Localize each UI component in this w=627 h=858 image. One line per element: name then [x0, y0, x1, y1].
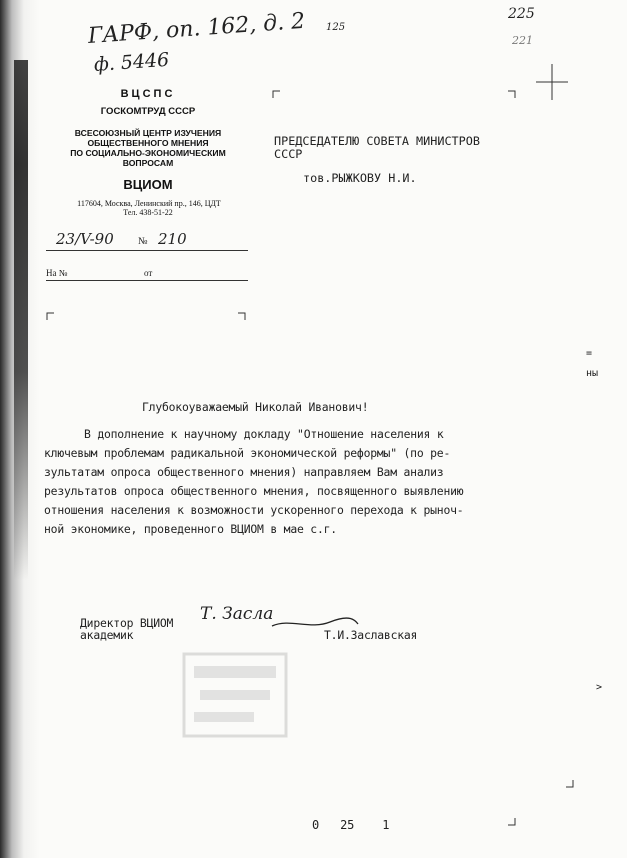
corner-mark-page-br-2 — [508, 818, 516, 826]
letter-line-4: результатов опроса общественного мнения, посвященного выявлению — [44, 484, 464, 498]
signer-name: Т.И.Заславская — [324, 628, 418, 642]
addressee-line3: тов.РЫЖКОВУ Н.И. — [303, 171, 417, 185]
addressee-line1: ПРЕДСЕДАТЕЛЮ СОВЕТА МИНИСТРОВ — [274, 134, 480, 148]
reg-number: 210 — [158, 230, 187, 248]
center-name-2: ОБЩЕСТВЕННОГО МНЕНИЯ — [87, 138, 209, 148]
signer-title-2: академик — [80, 628, 134, 642]
archive-note-extra: 125 — [326, 22, 346, 33]
letter-line-2: ключевым проблемам радикальной экономической реформы" (по ре- — [44, 446, 451, 460]
margin-mark-3: > — [596, 682, 603, 693]
letter-line-3: зультатам опроса общественного мнения) направляем Вам анализ — [44, 465, 444, 479]
handwritten-signature: Т. Засла — [200, 604, 360, 634]
corner-mark-br — [238, 312, 246, 320]
address: 117604, Москва, Ленинский пр., 146, ЦДТ — [77, 199, 221, 208]
ministry: ГОСКОМТРУД СССР — [100, 106, 196, 117]
corner-mark-tr — [508, 90, 516, 98]
salutation: Глубокоуважаемый Николай Иванович! — [142, 400, 369, 414]
corner-mark-page-br — [566, 780, 574, 788]
letter-line-1: В дополнение к научному докладу "Отношение населения к — [84, 427, 444, 441]
archive-page-number-2: 221 — [512, 34, 533, 47]
acronym: ВЦИОМ — [123, 177, 173, 192]
org-abbr: ВЦСПС — [120, 88, 176, 100]
scan-binding-shadow — [14, 60, 28, 580]
letter-line-5: отношения населения к возможности ускоренного перехода к рыноч- — [44, 503, 464, 517]
reg-number-label: № — [138, 236, 148, 247]
ref-from: от — [144, 268, 153, 278]
corner-mark-bl — [46, 312, 54, 320]
cross-mark — [532, 62, 572, 102]
reg-date: 23/V-90 — [56, 230, 114, 248]
center-name-3: ПО СОЦИАЛЬНО-ЭКОНОМИЧЕСКИМ — [70, 148, 226, 158]
archive-note — [87, 8, 348, 80]
ref-label: На № — [46, 268, 68, 278]
center-name-1: ВСЕСОЮЗНЫЙ ЦЕНТР ИЗУЧЕНИЯ — [74, 128, 222, 138]
reg-line — [46, 250, 248, 251]
archive-note-line1: ГАРФ, оп. 162, д. 2 — [87, 8, 306, 49]
margin-mark-1: = — [586, 348, 593, 359]
phone: Тел. 438-51-22 — [123, 208, 173, 217]
letter-line-6: ной экономике, проведенного ВЦИОМ в мае с.г. — [44, 522, 337, 536]
archive-page-number: 225 — [508, 6, 535, 22]
archive-note-line2: ф. 5446 — [93, 48, 170, 76]
margin-mark-2: ны — [586, 368, 599, 379]
corner-mark-tl — [272, 90, 280, 98]
addressee-line2: СССР — [274, 147, 303, 161]
page-code: 0 25 1 — [312, 818, 390, 832]
faint-stamp — [180, 650, 290, 740]
signer-title-1: Директор ВЦИОМ — [80, 616, 174, 630]
ref-line — [46, 280, 248, 281]
center-name-4: ВОПРОСАМ — [122, 158, 174, 168]
